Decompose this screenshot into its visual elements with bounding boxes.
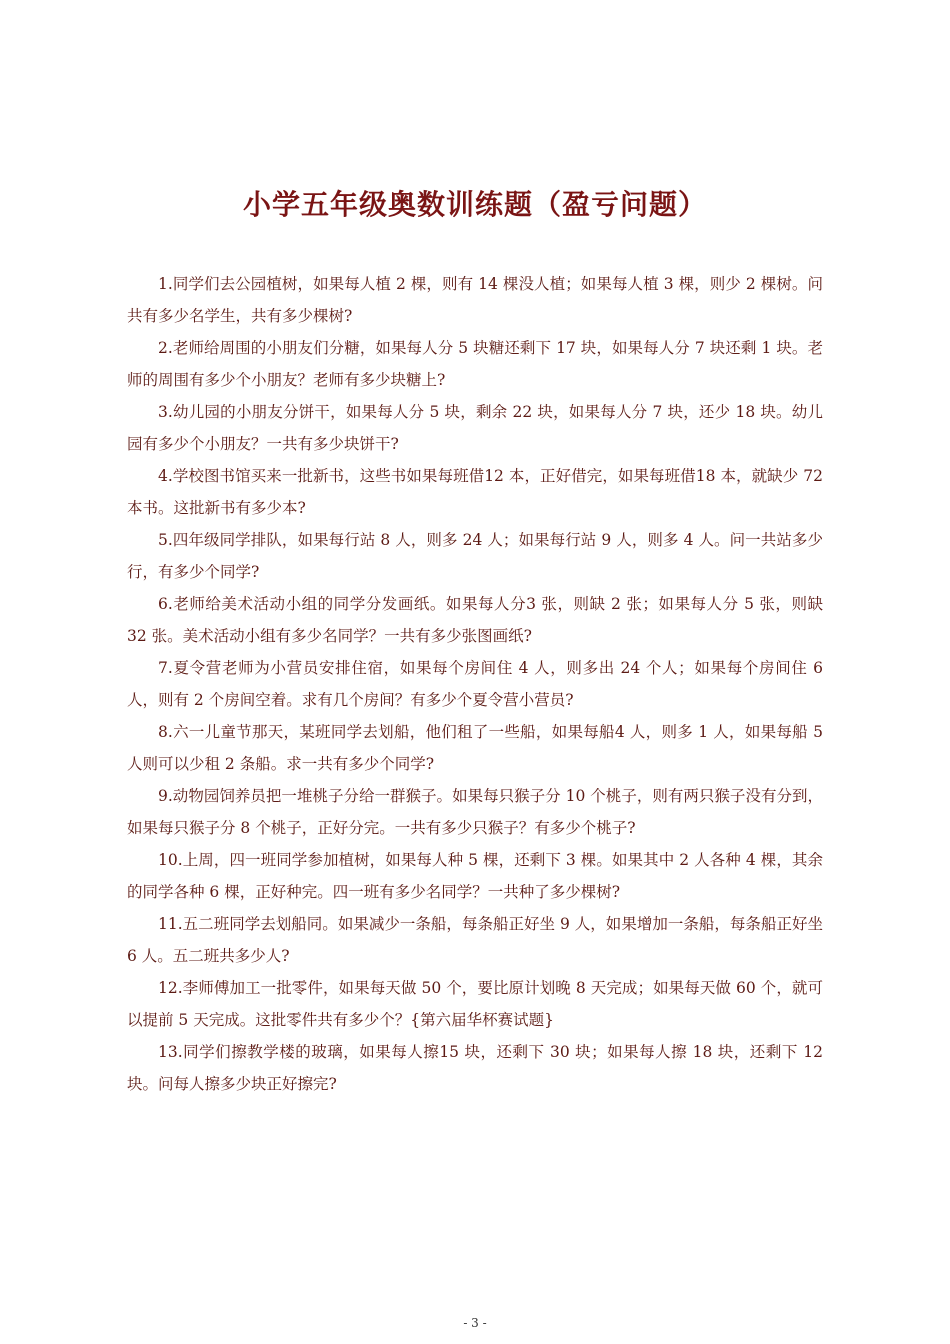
problem-item: 7.夏令营老师为小营员安排住宿，如果每个房间住 4 人，则多出 24 个人；如果每个房间住 6 人，则有 2 个房间空着。求有几个房间？有多少个夏令营小营员? [127, 659, 823, 709]
problem-item: 2.老师给周围的小朋友们分糖，如果每人分 5 块糖还剩下 17 块，如果每人分 7 块还剩 1 块。老师的周围有多少个小朋友？老师有多少块糖上? [127, 339, 823, 389]
problem-item: 4.学校图书馆买来一批新书，这些书如果每班借12 本，正好借完，如果每班借18 本，就缺少 72 本书。这批新书有多少本? [127, 467, 823, 517]
problem-item: 11.五二班同学去划船同。如果减少一条船，每条船正好坐 9 人，如果增加一条船，每条船正好坐 6 人。五二班共多少人? [127, 915, 823, 965]
problem-list [127, 268, 823, 1100]
problem-item: 6.老师给美术活动小组的同学分发画纸。如果每人分3 张，则缺 2 张；如果每人分 5 张，则缺 32 张。美术活动小组有多少名同学？一共有多少张图画纸? [127, 595, 823, 645]
page-title: 小学五年级奥数训练题（盈亏问题） [242, 188, 707, 221]
problem-item: 12.李师傅加工一批零件，如果每天做 50 个，要比原计划晚 8 天完成；如果每天做 60 个，就可以提前 5 天完成。这批零件共有多少个？{第六届华杯赛试题} [127, 979, 823, 1029]
page-number: - 3 - [463, 1316, 487, 1330]
problem-item: 5.四年级同学排队，如果每行站 8 人，则多 24 人；如果每行站 9 人，则多 4 人。问一共站多少行，有多少个同学? [127, 531, 823, 581]
problem-item: 3.幼儿园的小朋友分饼干，如果每人分 5 块，剩余 22 块，如果每人分 7 块，还少 18 块。幼儿园有多少个小朋友？一共有多少块饼干? [127, 403, 823, 453]
problem-item: 1.同学们去公园植树，如果每人植 2 棵，则有 14 棵没人植；如果每人植 3 棵，则少 2 棵树。问共有多少名学生，共有多少棵树? [127, 275, 823, 325]
problem-item: 13.同学们擦教学楼的玻璃，如果每人擦15 块，还剩下 30 块；如果每人擦 18 块，还剩下 12 块。问每人擦多少块正好擦完? [127, 1043, 823, 1093]
problem-item: 9.动物园饲养员把一堆桃子分给一群猴子。如果每只猴子分 10 个桃子，则有两只猴子没有分到，如果每只猴子分 8 个桃子，正好分完。一共有多少只猴子？有多少个桃子? [127, 787, 823, 837]
problem-item: 10.上周，四一班同学参加植树，如果每人种 5 棵，还剩下 3 棵。如果其中 2 人各种 4 棵，其余的同学各种 6 棵，正好种完。四一班有多少名同学？一共种了多少棵树? [127, 851, 823, 901]
problem-item: 8.六一儿童节那天，某班同学去划船，他们租了一些船，如果每船4 人，则多 1 人，如果每船 5 人则可以少租 2 条船。求一共有多少个同学? [127, 723, 823, 773]
